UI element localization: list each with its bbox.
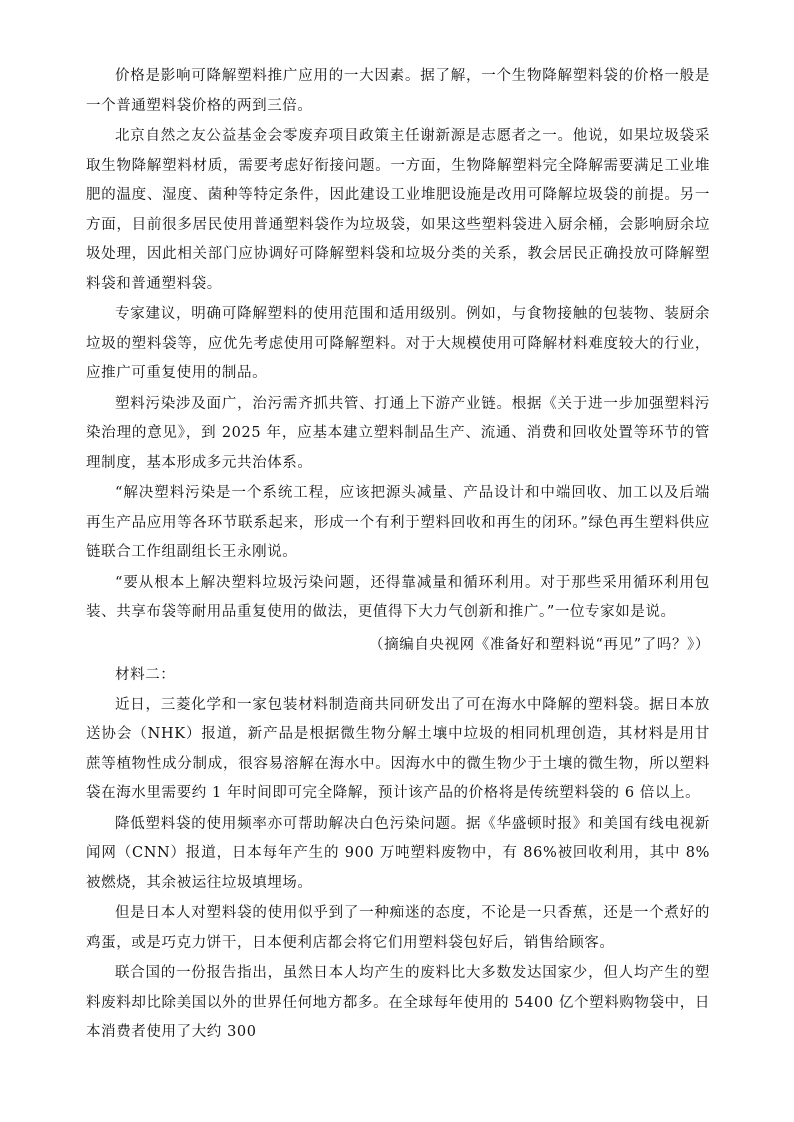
source-citation: （摘编自央视网《准备好和塑料说“再见”了吗？》） bbox=[369, 636, 710, 653]
paragraph-price: 价格是影响可降解塑料推广应用的一大因素。据了解，一个生物降解塑料袋的价格一般是一个普通塑料袋价格的两到三倍。 bbox=[86, 68, 710, 114]
paragraph-expert-advice: 专家建议，明确可降解塑料的使用范围和适用级别。例如，与食物接触的包装物、装厨余垃圾的塑料袋等，应优先考虑使用可降解塑料。对于大规模使用可降解材料难度较大的行业，应推广可重复使用的制品。 bbox=[86, 306, 710, 381]
paragraph-mitsubishi: 近日，三菱化学和一家包装材料制造商共同研发出了可在海水中降解的塑料袋。据日本放送协会（NHK）报道，新产品是根据微生物分解土壤中垃圾的相同机理创造，其材料是用甘蔗等植物性成分制成，很容易溶解在海水中。因海水中的微生物少于土壤的微生物，所以塑料袋在海水里需要约 1 年时间即可完全降解，预计该产品的价格将是传统塑料袋的 6 倍以上。 bbox=[86, 696, 710, 801]
article-body bbox=[86, 62, 710, 1048]
paragraph-quote-wang: “解决塑料污染是一个系统工程，应该把源头减量、产品设计和中端回收、加工以及后端再生产品应用等各环节联系起来，形成一个有利于塑料回收和再生的闭环。”绿色再生塑料供应链联合工作组副组长王永刚说。 bbox=[86, 485, 710, 560]
paragraph-xie-xinyuan: 北京自然之友公益基金会零废弃项目政策主任谢新源是志愿者之一。他说，如果垃圾袋采取生物降解塑料材质，需要考虑好衔接问题。一方面，生物降解塑料完全降解需要满足工业堆肥的温度、湿度、菌种等特定条件，因此建设工业堆肥设施是改用可降解垃圾袋的前提。另一方面，目前很多居民使用普通塑料袋作为垃圾袋，如果这些塑料袋进入厨余桶，会影响厨余垃圾处理，因此相关部门应协调好可降解塑料袋和垃圾分类的关系，教会居民正确投放可降解塑料袋和普通塑料袋。 bbox=[86, 128, 710, 292]
paragraph-un-report: 联合国的一份报告指出，虽然日本人均产生的废料比大多数发达国家少，但人均产生的塑料废料却比除美国以外的世界任何地方都多。在全球每年使用的 5400 亿个塑料购物袋中，日本消费者使用了大约 300 bbox=[86, 965, 710, 1040]
paragraph-quote-expert: “要从根本上解决塑料垃圾污染问题，还得靠减量和循环利用。对于那些采用循环利用包装、共享布袋等耐用品重复使用的做法，更值得下大力气创新和推广。”一位专家如是说。 bbox=[86, 574, 710, 620]
material-two-heading: 材料二： bbox=[115, 667, 176, 683]
paragraph-japan-habits: 但是日本人对塑料袋的使用似乎到了一种痴迷的态度，不论是一只香蕉，还是一个煮好的鸡蛋，或是巧克力饼干，日本便利店都会将它们用塑料袋包好后，销售给顾客。 bbox=[86, 905, 710, 951]
paragraph-reduce-usage: 降低塑料袋的使用频率亦可帮助解决白色污染问题。据《华盛顿时报》和美国有线电视新闻网（CNN）报道，日本每年产生的 900 万吨塑料废物中，有 86%被回收利用，其中 8%被燃烧，其余被运往垃圾填埋场。 bbox=[86, 815, 710, 891]
paragraph-policy: 塑料污染涉及面广，治污需齐抓共管、打通上下游产业链。根据《关于进一步加强塑料污染治理的意见》，到 2025 年，应基本建立塑料制品生产、流通、消费和回收处置等环节的管理制度，基本形成多元共治体系。 bbox=[86, 395, 710, 471]
